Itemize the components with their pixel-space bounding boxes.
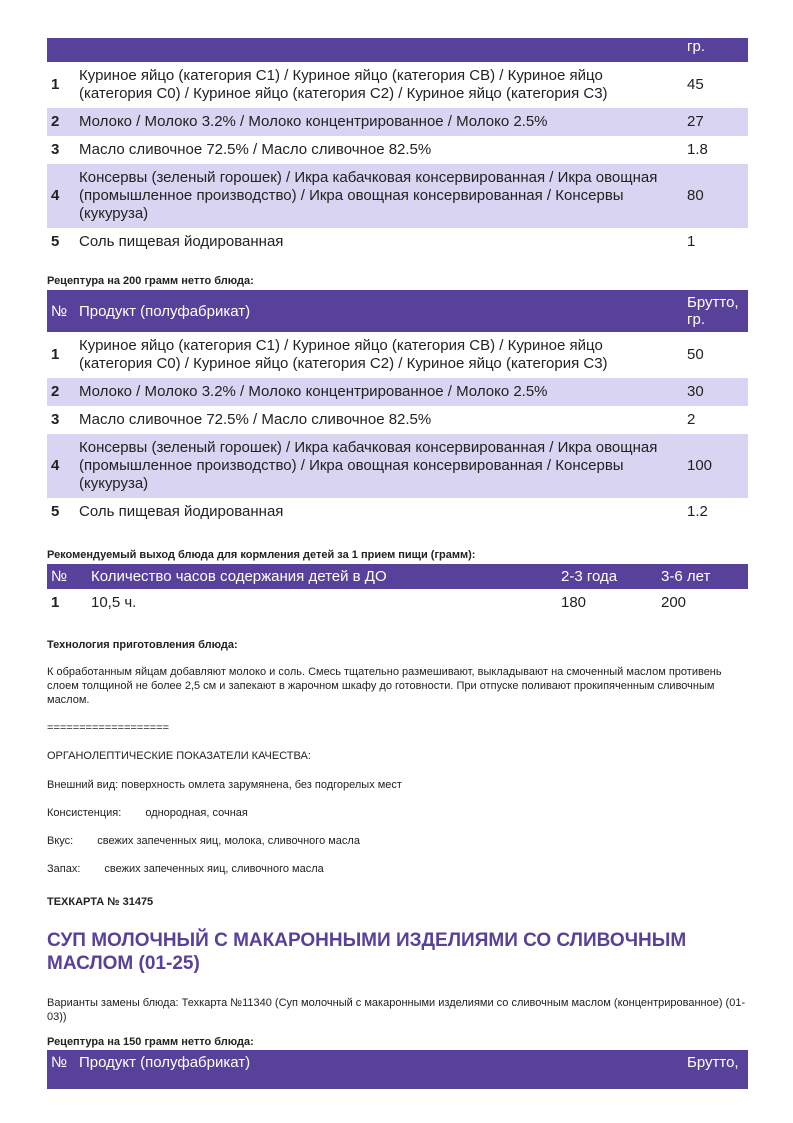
header-num: №: [47, 1050, 75, 1089]
output-caption: Рекомендуемый выход блюда для кормления детей за 1 прием пищи (грамм):: [47, 549, 476, 561]
techcard-title: СУП МОЛОЧНЫЙ С МАКАРОННЫМИ ИЗДЕЛИЯМИ СО СЛИВОЧНЫМ МАСЛОМ (01-25): [47, 930, 687, 974]
header-brutto: Брутто,: [683, 1050, 748, 1089]
table-row: 4 Консервы (зеленый горошек) / Икра кабачковая консервированная / Икра овощная (промышленное производство) / Икра овощная консервированная / Консервы (кукуруза) 100: [47, 434, 748, 498]
quality-taste: Вкус: свежих запеченных яиц, молока, сливочного масла: [47, 835, 360, 847]
header-age-3-6: 3-6 лет: [657, 564, 748, 589]
table-row: 1 Куриное яйцо (категория С1) / Куриное яйцо (категория СВ) / Куриное яйцо (категория С0) / Куриное яйцо (категория С2) / Куриное яйцо (категория С3) 50: [51, 337, 704, 372]
table-header-row: [47, 1050, 748, 1089]
table-row: 4 Консервы (зеленый горошек) / Икра кабачковая консервированная / Икра овощная (промышленное производство) / Икра овощная консервированная / Консервы (кукуруза) 80: [47, 164, 748, 228]
table-header-row: [47, 564, 748, 589]
header-brutto-tail: гр.: [683, 38, 748, 62]
quality-title: ОРГАНОЛЕПТИЧЕСКИЕ ПОКАЗАТЕЛИ КАЧЕСТВА:: [47, 750, 311, 762]
table-row: 3 Масло сливочное 72.5% / Масло сливочное 82.5% 1.8: [51, 141, 708, 158]
header-age-2-3: 2-3 года: [557, 564, 657, 589]
quality-consistency: Консистенция: однородная, сочная: [47, 807, 248, 819]
techcard-number: ТЕХКАРТА № 31475: [47, 896, 154, 908]
table-row: 2 Молоко / Молоко 3.2% / Молоко концентрированное / Молоко 2.5% 27: [47, 108, 748, 136]
technology-text: К обработанным яйцам добавляют молоко и соль. Смесь тщательно размешивают, выкладывают на смоченный маслом противень слоем толщиной не более 2,5 см и запекают в жарочном шкафу до готовности. При отпуске поливают прокипяченным сливочным маслом.: [47, 666, 722, 706]
table-row: 5 Соль пищевая йодированная 1: [51, 233, 696, 250]
table-header-row: [47, 290, 748, 332]
techcard-replacement: Варианты замены блюда: Техкарта №11340 (Суп молочный с макаронными изделиями со сливочным маслом (концентрированное) (01-03)): [47, 997, 746, 1023]
header-hours: Количество часов содержания детей в ДО: [87, 564, 557, 589]
output-section: [47, 564, 748, 617]
table-row: 1 10,5 ч. 180 200: [51, 594, 687, 611]
quality-appearance: Внешний вид: поверхность омлета зарумянена, без подгорелых мест: [47, 779, 402, 791]
technology-caption: Технология приготовления блюда:: [47, 639, 238, 651]
output-table: [47, 564, 748, 617]
header-brutto: Брутто, гр.: [683, 290, 748, 332]
table-row: 3 Масло сливочное 72.5% / Масло сливочное 82.5% 2: [51, 411, 696, 428]
recipe-table-continued: [47, 38, 748, 256]
recipe-150-caption: Рецептура на 150 грамм нетто блюда:: [47, 1036, 254, 1048]
quality-smell: Запах: свежих запеченных яиц, сливочного масла: [47, 863, 324, 875]
table-header-row: [47, 38, 748, 62]
recipe-150-table: [47, 1050, 748, 1089]
table-row: 1 Куриное яйцо (категория С1) / Куриное яйцо (категория СВ) / Куриное яйцо (категория С0) / Куриное яйцо (категория С2) / Куриное яйцо (категория С3) 45: [51, 67, 704, 102]
table-row: 5 Соль пищевая йодированная 1.2: [51, 503, 708, 520]
separator: ===================: [47, 722, 170, 734]
header-product: Продукт (полуфабрикат): [75, 1050, 683, 1089]
header-num: №: [47, 564, 87, 589]
header-product: Продукт (полуфабрикат): [75, 290, 683, 332]
header-num: №: [47, 290, 75, 332]
recipe-200-table: [47, 290, 748, 526]
recipe-200-caption: Рецептура на 200 грамм нетто блюда:: [47, 275, 254, 287]
table-row: 2 Молоко / Молоко 3.2% / Молоко концентрированное / Молоко 2.5% 30: [47, 378, 748, 406]
recipe-150-section: [47, 1050, 748, 1089]
ingredients-table: [47, 38, 748, 256]
recipe-200-section: [47, 290, 748, 526]
